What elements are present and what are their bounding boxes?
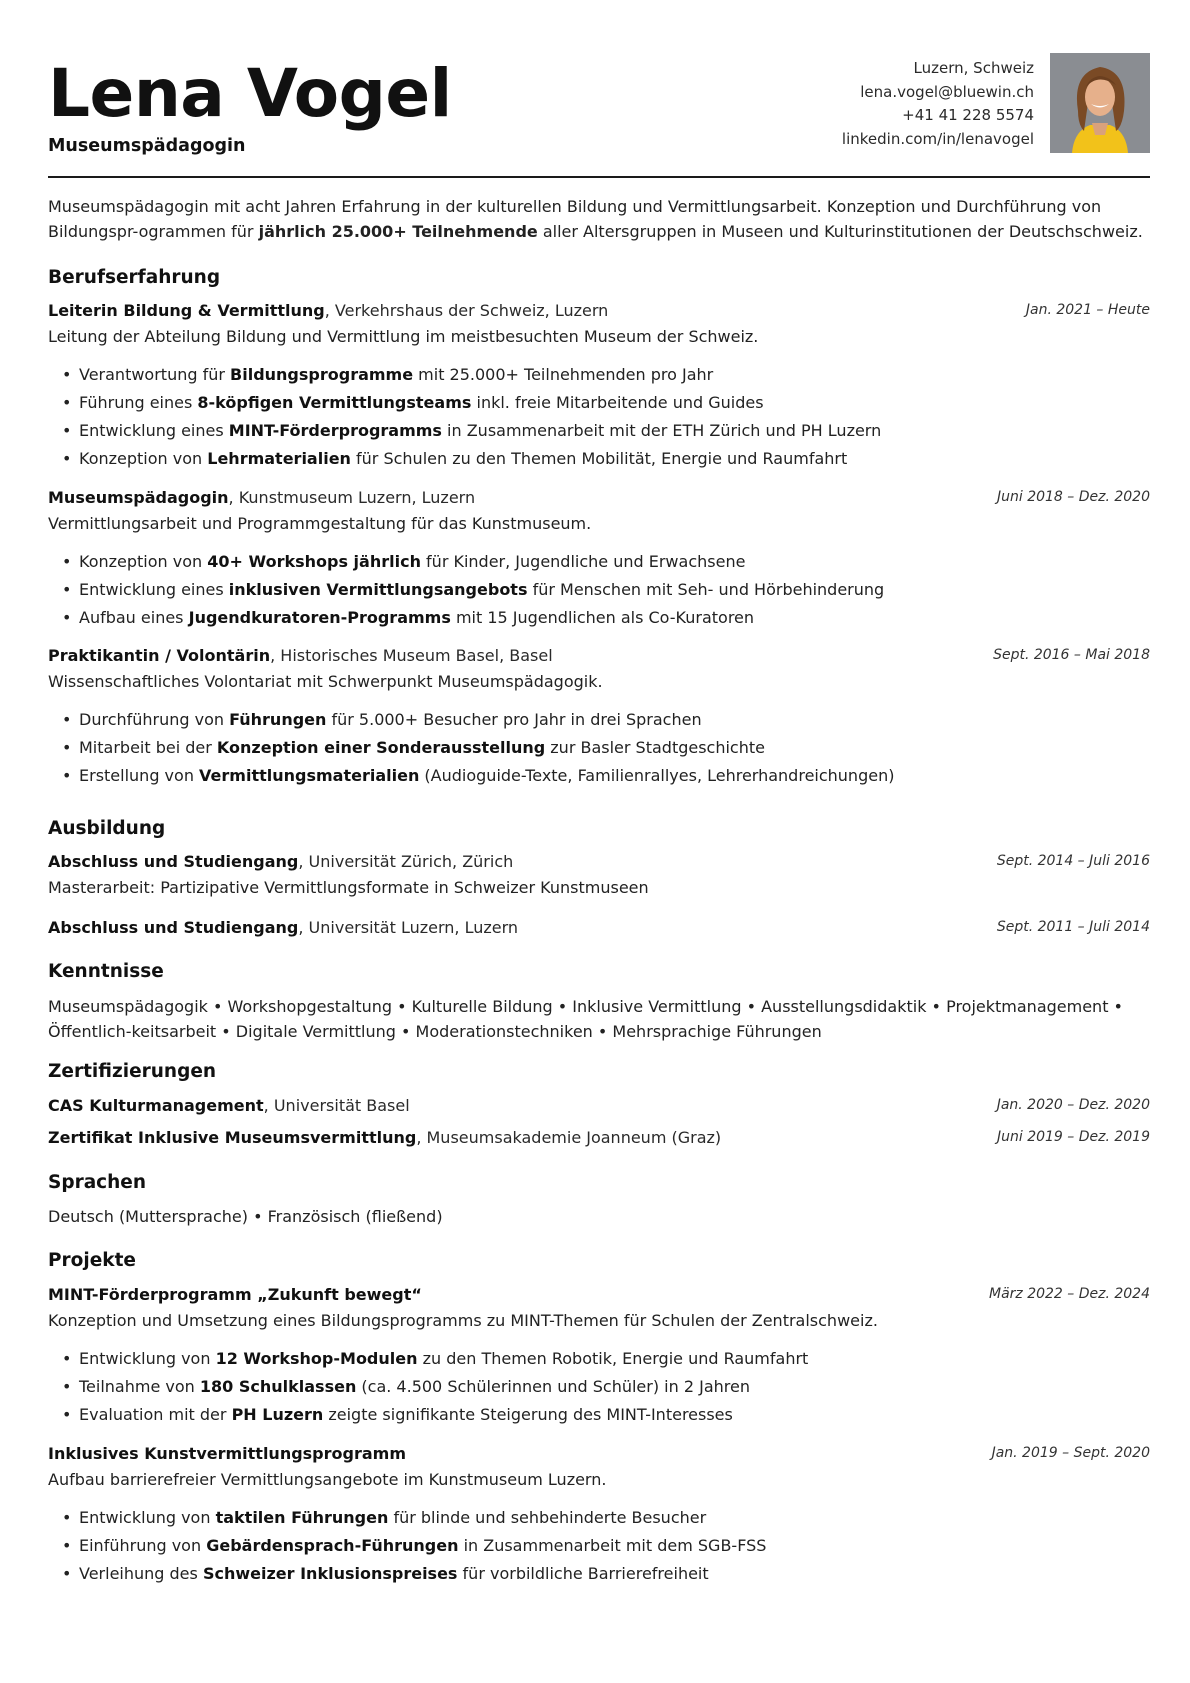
profile-photo xyxy=(1050,53,1150,153)
education-date: Sept. 2014 – Juli 2016 xyxy=(996,853,1150,869)
list-item: • Konzeption von 40+ Workshops jährlich für Kinder, Jugendliche und Erwachsene xyxy=(48,548,884,576)
list-item: • Durchführung von Führungen für 5.000+ Besucher pro Jahr in drei Sprachen xyxy=(48,706,894,734)
project-name: MINT-Förderprogramm „Zukunft bewegt“ xyxy=(48,1285,422,1304)
job-date: Juni 2018 – Dez. 2020 xyxy=(996,489,1150,505)
certification-name: CAS Kulturmanagement xyxy=(48,1096,264,1115)
certification-name: Zertifikat Inklusive Museumsvermittlung xyxy=(48,1128,417,1147)
education-org: , Universität Zürich, Zürich xyxy=(298,852,514,871)
list-item: • Aufbau eines Jugendkuratoren-Programms mit 15 Jugendlichen als Co-Kuratoren xyxy=(48,604,884,632)
job-role: Praktikantin / Volontärin xyxy=(48,646,271,665)
section-title-skills: Kenntnisse xyxy=(48,961,164,982)
job-description: Wissenschaftliches Volontariat mit Schwerpunkt Museumspädagogik. xyxy=(48,672,603,691)
list-item: • Verantwortung für Bildungsprogramme mit 25.000+ Teilnehmenden pro Jahr xyxy=(48,361,881,389)
list-item: • Konzeption von Lehrmaterialien für Schulen zu den Themen Mobilität, Energie und Raumfahrt xyxy=(48,445,881,473)
certification-date: Jan. 2020 – Dez. 2020 xyxy=(996,1097,1150,1113)
contact-location: Luzern, Schweiz xyxy=(913,59,1034,77)
list-item: • Entwicklung eines MINT-Förderprogramms in Zusammenarbeit mit der ETH Zürich und PH Luzern xyxy=(48,417,881,445)
list-item: • Entwicklung von taktilen Führungen für blinde und sehbehinderte Besucher xyxy=(48,1504,766,1532)
job-org: , Verkehrshaus der Schweiz, Luzern xyxy=(324,301,609,320)
education-degree: Abschluss und Studiengang xyxy=(48,918,299,937)
profile-photo-illustration xyxy=(1050,53,1150,153)
languages-list: Deutsch (Muttersprache) • Französisch (fließend) xyxy=(48,1207,443,1226)
education-degree: Abschluss und Studiengang xyxy=(48,852,299,871)
job-org: , Kunstmuseum Luzern, Luzern xyxy=(228,488,476,507)
project-bullets xyxy=(48,1345,808,1429)
list-item: • Teilnahme von 180 Schulklassen (ca. 4.500 Schülerinnen und Schüler) in 2 Jahren xyxy=(48,1373,808,1401)
job-date: Jan. 2021 – Heute xyxy=(1025,302,1150,318)
job-date: Sept. 2016 – Mai 2018 xyxy=(993,647,1150,663)
job-role: Leiterin Bildung & Vermittlung xyxy=(48,301,325,320)
certification-item xyxy=(48,1096,410,1115)
section-title-experience: Berufserfahrung xyxy=(48,267,221,288)
education-heading xyxy=(48,852,513,871)
skills-list: Museumspädagogik • Workshopgestaltung • Kulturelle Bildung • Inklusive Vermittlung • Ausstellungsdidaktik • Projektmanagement • Öffentlich-keitsarbeit • Digitale Vermittlung • Moderationstechniken • Mehrsprachige Führungen xyxy=(48,997,1123,1041)
project-description: Konzeption und Umsetzung eines Bildungsprogramms zu MINT-Themen für Schulen der Zentralschweiz. xyxy=(48,1311,878,1330)
project-description: Aufbau barrierefreier Vermittlungsangebote im Kunstmuseum Luzern. xyxy=(48,1470,607,1489)
section-title-projects: Projekte xyxy=(48,1250,136,1271)
list-item: • Entwicklung von 12 Workshop-Modulen zu den Themen Robotik, Energie und Raumfahrt xyxy=(48,1345,808,1373)
contact-phone: +41 41 228 5574 xyxy=(902,106,1034,124)
education-date: Sept. 2011 – Juli 2014 xyxy=(996,919,1150,935)
job-heading xyxy=(48,488,475,507)
project-heading xyxy=(48,1444,406,1463)
list-item: • Erstellung von Vermittlungsmaterialien (Audioguide-Texte, Familienrallyes, Lehrerhandreichungen) xyxy=(48,762,894,790)
job-description: Leitung der Abteilung Bildung und Vermittlung im meistbesuchten Museum der Schweiz. xyxy=(48,327,759,346)
job-heading xyxy=(48,301,608,320)
job-heading xyxy=(48,646,553,665)
job-org: , Historisches Museum Basel, Basel xyxy=(270,646,553,665)
project-bullets xyxy=(48,1504,766,1588)
education-org: , Universität Luzern, Luzern xyxy=(298,918,519,937)
certification-item xyxy=(48,1128,721,1147)
candidate-name: Lena Vogel xyxy=(48,55,452,132)
education-description: Masterarbeit: Partizipative Vermittlungsformate in Schweizer Kunstmuseen xyxy=(48,878,649,897)
list-item: • Einführung von Gebärdensprach-Führungen in Zusammenarbeit mit dem SGB-FSS xyxy=(48,1532,766,1560)
contact-email: lena.vogel@bluewin.ch xyxy=(860,82,1034,101)
job-bullets xyxy=(48,361,881,473)
summary-text: Museumspädagogin mit acht Jahren Erfahrung in der kulturellen Bildung und Vermittlungsarbeit. Konzeption und Durchführung von Bildungspr-ogrammen für xyxy=(48,197,1102,241)
job-description: Vermittlungsarbeit und Programmgestaltung für das Kunstmuseum. xyxy=(48,514,592,533)
certification-org: , Universität Basel xyxy=(263,1096,410,1115)
job-bullets xyxy=(48,706,894,790)
list-item: • Evaluation mit der PH Luzern zeigte signifikante Steigerung des MINT-Interesses xyxy=(48,1401,808,1429)
profile-summary xyxy=(48,194,1150,244)
certification-date: Juni 2019 – Dez. 2019 xyxy=(996,1129,1150,1145)
project-date: März 2022 – Dez. 2024 xyxy=(988,1286,1150,1302)
project-name: Inklusives Kunstvermittlungsprogramm xyxy=(48,1444,406,1463)
certification-org: , Museumsakademie Joanneum (Graz) xyxy=(416,1128,722,1147)
section-title-education: Ausbildung xyxy=(48,818,166,839)
contact-block xyxy=(842,57,1034,151)
summary-text-end: aller Altersgruppen in Museen und Kulturinstitutionen der Deutschschweiz. xyxy=(537,222,1143,241)
education-heading xyxy=(48,918,518,937)
contact-linkedin: linkedin.com/in/lenavogel xyxy=(841,129,1034,148)
project-heading xyxy=(48,1285,422,1304)
section-title-certifications: Zertifizierungen xyxy=(48,1061,217,1082)
summary-highlight: jährlich 25.000+ Teilnehmende xyxy=(258,222,538,241)
job-bullets xyxy=(48,548,884,632)
job-role: Museumspädagogin xyxy=(48,488,229,507)
list-item: • Führung eines 8-köpfigen Vermittlungsteams inkl. freie Mitarbeitende und Guides xyxy=(48,389,881,417)
project-date: Jan. 2019 – Sept. 2020 xyxy=(991,1445,1150,1461)
list-item: • Verleihung des Schweizer Inklusionspreises für vorbildliche Barrierefreiheit xyxy=(48,1560,766,1588)
section-title-languages: Sprachen xyxy=(48,1172,147,1193)
resume-header xyxy=(48,0,1150,178)
list-item: • Entwicklung eines inklusiven Vermittlungsangebots für Menschen mit Seh- und Hörbehinderung xyxy=(48,576,884,604)
resume-page xyxy=(48,0,1150,1583)
candidate-role: Museumspädagogin xyxy=(48,136,246,156)
list-item: • Mitarbeit bei der Konzeption einer Sonderausstellung zur Basler Stadtgeschichte xyxy=(48,734,894,762)
